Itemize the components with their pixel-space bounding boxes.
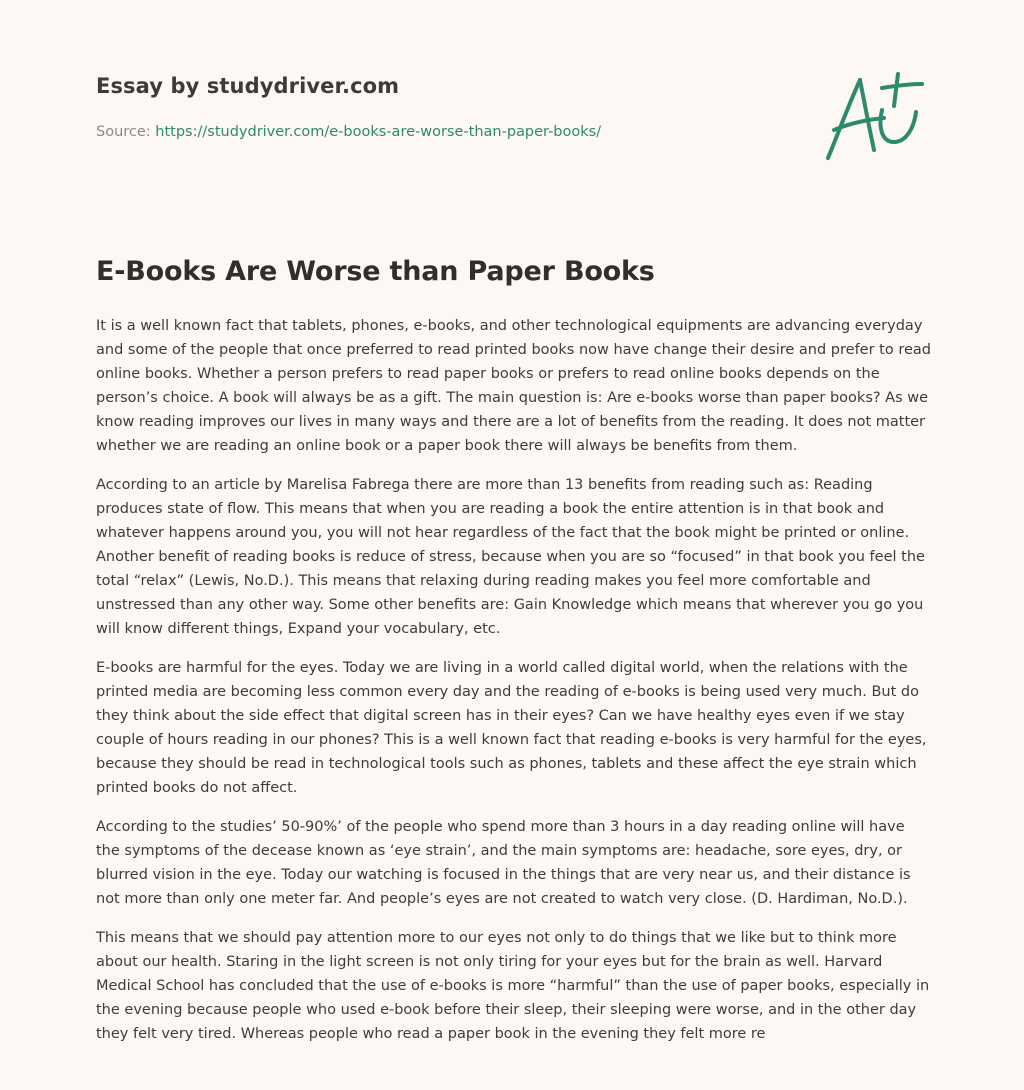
source-label: Source: bbox=[96, 124, 156, 140]
essay-title: E-Books Are Worse than Paper Books bbox=[96, 256, 655, 287]
essay-paragraph: E-books are harmful for the eyes. Today we are living in a world called digital world, when the relations with the printed media are becoming less common every day and the reading of e-books is being used very much. But do they think about the side effect that digital screen has in their eyes? Can we have healthy eyes even if we stay couple of hours reading in our phones? This is a well known fact that reading e-books is very harmful for the eyes, because they should be read in technological tools such as phones, tablets and these affect the eye strain which printed books do not affect. bbox=[96, 660, 927, 796]
source-line bbox=[96, 124, 601, 140]
site-brand: Essay by studydriver.com bbox=[96, 74, 400, 98]
essay-paragraph: This means that we should pay attention more to our eyes not only to do things that we like but to think more about our health. Staring in the light screen is not only tiring for your eyes but for the brain as well. Harvard Medical School has concluded that the use of e-books is more “harmful” than the use of paper books, especially in the evening because people who used e-book before their sleep, their sleeping were worse, and in the other day they felt very tired. Whereas people who read a paper book in the evening they felt more re bbox=[96, 930, 930, 1042]
source-link[interactable]: https://studydriver.com/e-books-are-worse-than-paper-books/ bbox=[155, 124, 602, 140]
essay-paragraph: According to the studies’ 50-90%’ of the people who spend more than 3 hours in a day reading online will have the symptoms of the decease known as ‘eye strain’, and the main symptoms are: headache, sore eyes, dry, or blurred vision in the eye. Today our watching is focused in the things that are very near us, and their distance is not more than only one meter far. And people’s eyes are not created to watch very close. (D. Hardiman, No.D.). bbox=[96, 819, 911, 907]
essay-paragraph: According to an article by Marelisa Fabrega there are more than 13 benefits from reading such as: Reading produces state of flow. This means that when you are reading a book the entire attention is in that book and whatever happens around you, you will not hear regardless of the fact that the book might be printed or online. Another benefit of reading books is reduce of stress, because when you are so “focused” in that book you feel the total “relax” (Lewis, No.D.). This means that relaxing during reading makes you feel more comfortable and unstressed than any other way. Some other benefits are: Gain Knowledge which means that wherever you go you will know different things, Expand your vocabulary, etc. bbox=[96, 477, 925, 637]
essay-paragraph: It is a well known fact that tablets, phones, e-books, and other technological equipments are advancing everyday and some of the people that once preferred to read printed books now have change their desire and prefer to read online books. Whether a person prefers to read paper books or prefers to read online books depends on the person’s choice. A book will always be as a gift. The main question is: Are e-books worse than paper books? As we know reading improves our lives in many ways and there are a lot of benefits from the reading. It does not matter whether we are reading an online book or a paper book there will always be benefits from them. bbox=[96, 318, 931, 454]
a-plus-logo-icon bbox=[824, 66, 928, 166]
essay-body bbox=[96, 314, 932, 1061]
